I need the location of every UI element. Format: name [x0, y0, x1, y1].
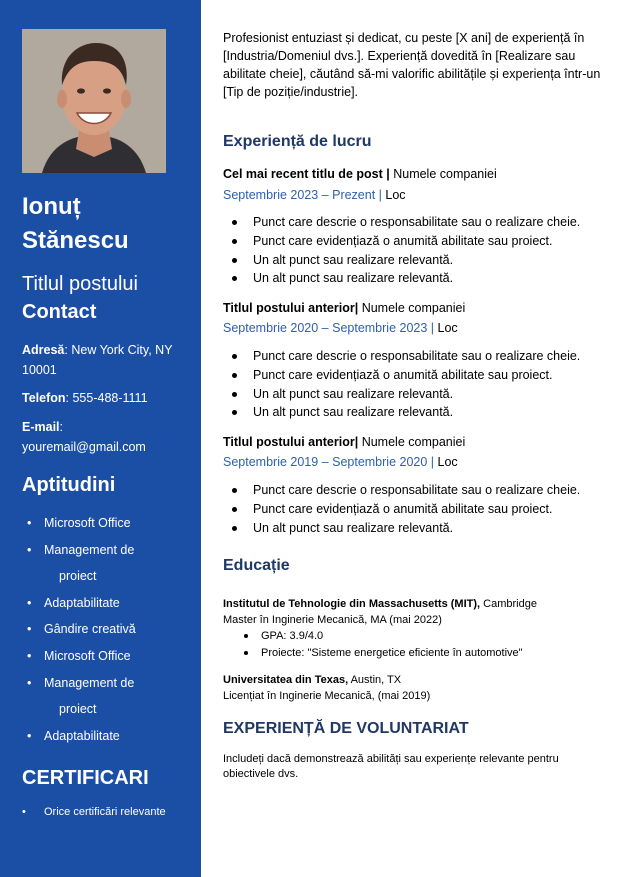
job-2-dates-line: Septembrie 2020 – Septembrie 2023 | Loc	[223, 321, 458, 335]
list-item: Un alt punct sau realizare relevantă.	[223, 251, 608, 270]
job-3-bullets	[223, 481, 608, 537]
list-item: Un alt punct sau realizare relevantă.	[223, 385, 608, 404]
phone-value: : 555-488-1111	[65, 391, 148, 405]
education-heading: Educație	[223, 557, 290, 574]
first-name: Ionuț	[22, 193, 81, 220]
profile-summary: Profesionist entuziast și dedicat, cu peste [X ani] de experiență în [Industria/Domeniul dvs.]. Experiență dovedită în [Realizare sau abilitate cheie], căutând să-mi valorific abilitățile și experiența într-un [Tip de poziție/industrie].	[223, 31, 601, 99]
list-item: GPA: 3.9/4.0	[223, 628, 523, 645]
email-value[interactable]: youremail@gmail.com	[22, 440, 146, 454]
skill-item: • Adaptabilitate	[22, 590, 197, 617]
education-1-degree: Master în Inginerie Mecanică, MA (mai 2022)	[223, 614, 442, 626]
education-1-bullets	[223, 628, 523, 661]
job-2-title-line: Titlul postului anterior| Numele companiei	[223, 301, 466, 315]
skill-item: • Management de proiect	[22, 670, 197, 723]
job-2-bullets	[223, 347, 608, 422]
address-value: : New York City, NY 10001	[22, 343, 173, 377]
volunteer-heading: EXPERIENȚĂ DE VOLUNTARIAT	[223, 720, 469, 737]
certifications-heading: CERTIFICARI	[22, 767, 149, 789]
education-1-school-line: Institutul de Tehnologie din Massachusetts (MIT), Cambridge	[223, 598, 537, 610]
job-3-dates-line: Septembrie 2019 – Septembrie 2020 | Loc	[223, 455, 458, 469]
email-colon: :	[59, 420, 63, 434]
job-1-title-line: Cel mai recent titlu de post | Numele companiei	[223, 167, 497, 181]
experience-heading: Experiență de lucru	[223, 133, 372, 150]
phone-label: Telefon	[22, 391, 66, 405]
job-1-dates-line: Septembrie 2023 – Prezent | Loc	[223, 188, 406, 202]
avatar	[22, 29, 166, 173]
contact-heading: Contact	[22, 301, 97, 323]
list-item: Punct care evidențiază o anumită abilitate sau proiect.	[223, 232, 608, 251]
skill-item: • Microsoft Office	[22, 643, 197, 670]
address-label: Adresă	[22, 343, 65, 357]
education-2-degree: Licențiat în Inginerie Mecanică, (mai 2019)	[223, 690, 431, 702]
address-line	[22, 340, 192, 380]
skill-item: • Adaptabilitate	[22, 723, 197, 750]
skill-item: • Microsoft Office	[22, 510, 197, 537]
skills-heading: Aptitudini	[22, 474, 116, 496]
job-title: Titlul postului	[22, 273, 138, 295]
skill-item: • Gândire creativă	[22, 616, 197, 643]
job-1-bullets	[223, 213, 608, 288]
volunteer-text: Includeți dacă demonstrează abilități sau experiențe relevante pentru obiectivele dvs.	[223, 753, 559, 780]
skill-item: • Management de proiect	[22, 537, 197, 590]
list-item: Un alt punct sau realizare relevantă.	[223, 403, 608, 422]
last-name: Stănescu	[22, 227, 129, 254]
bullet-icon: •	[22, 806, 26, 818]
phone-line	[22, 388, 192, 408]
certification-text: Orice certificări relevante	[44, 806, 166, 818]
list-item: Punct care descrie o responsabilitate sau o realizare cheie.	[223, 347, 608, 366]
profile-photo	[22, 29, 166, 173]
list-item: Punct care descrie o responsabilitate sau o realizare cheie.	[223, 213, 608, 232]
list-item: Punct care evidențiază o anumită abilitate sau proiect.	[223, 500, 608, 519]
list-item: Proiecte: "Sisteme energetice eficiente în automotive"	[223, 645, 523, 662]
list-item: Un alt punct sau realizare relevantă.	[223, 269, 608, 288]
list-item: Punct care descrie o responsabilitate sau o realizare cheie.	[223, 481, 608, 500]
email-label: E-mail	[22, 420, 60, 434]
sidebar	[0, 0, 201, 877]
list-item: Punct care evidențiază o anumită abilitate sau proiect.	[223, 366, 608, 385]
email-line	[22, 417, 192, 457]
list-item: Un alt punct sau realizare relevantă.	[223, 519, 608, 538]
skills-list	[22, 510, 197, 749]
job-3-title-line: Titlul postului anterior| Numele companiei	[223, 435, 466, 449]
candidate-name	[22, 190, 129, 258]
education-2-school-line: Universitatea din Texas, Austin, TX	[223, 674, 402, 686]
